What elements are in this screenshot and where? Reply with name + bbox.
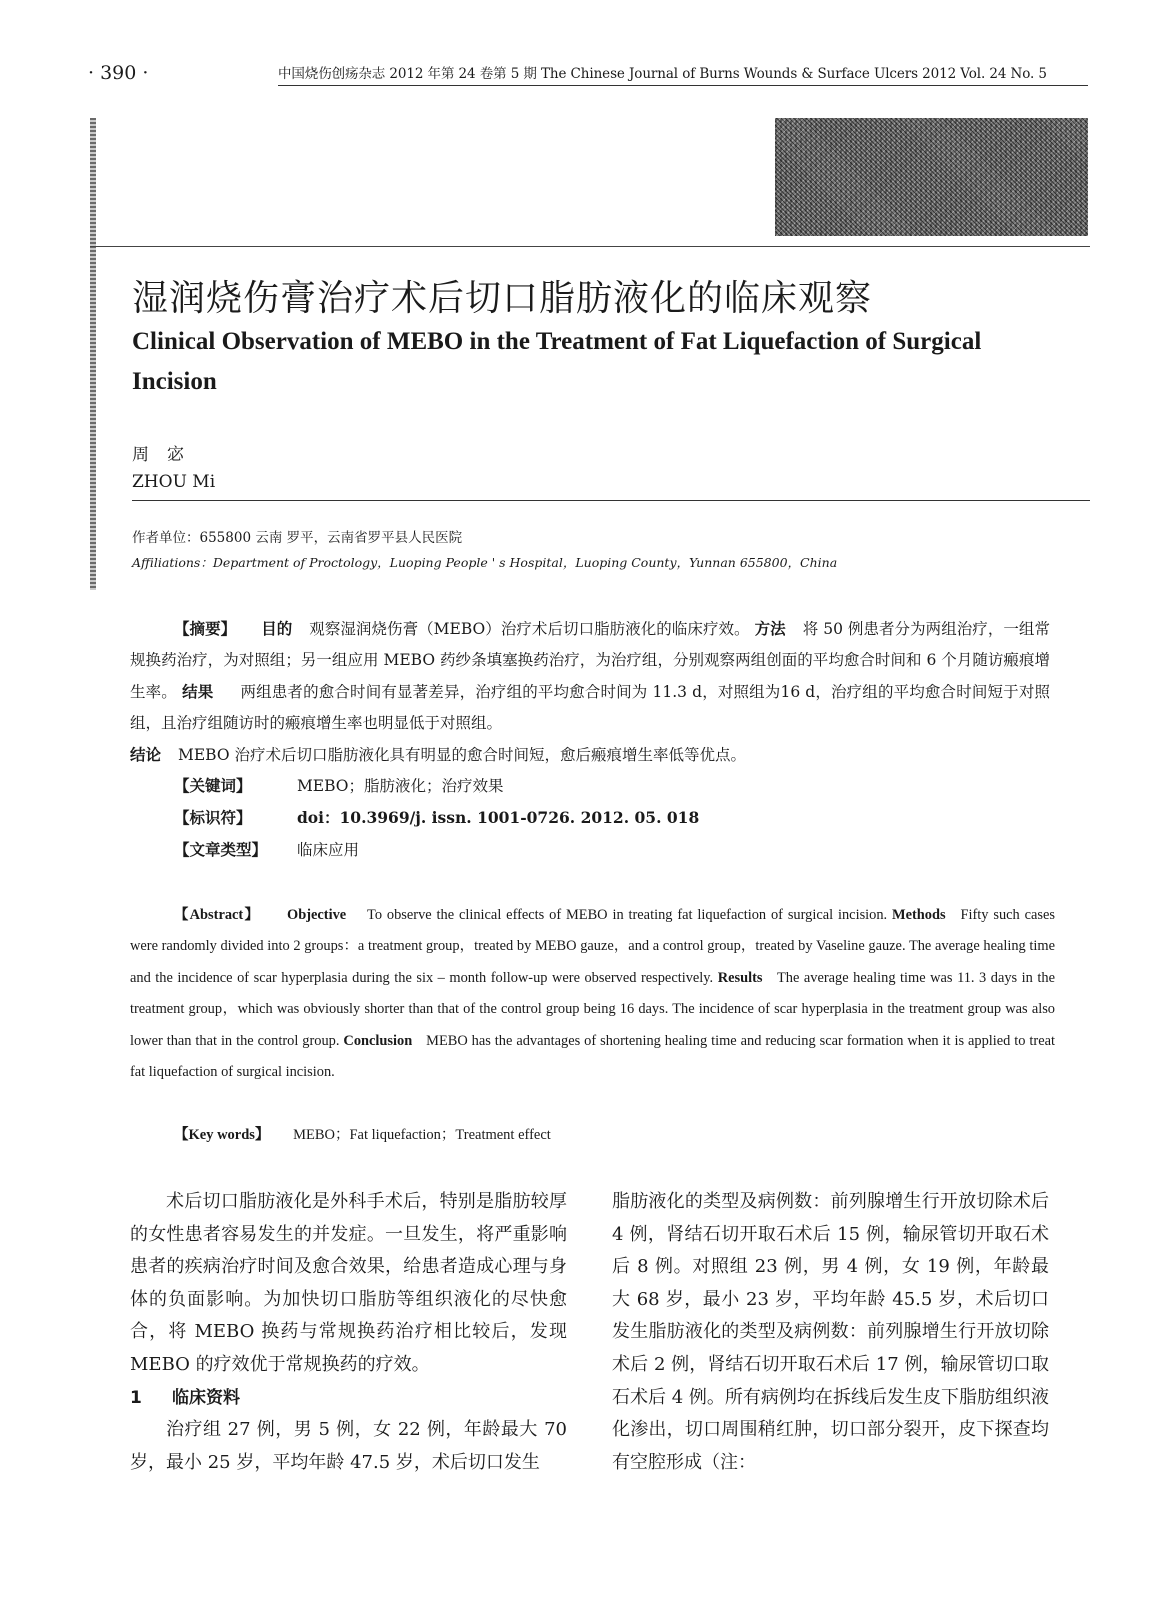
section-number: 1 — [130, 1387, 142, 1408]
objective-en-text: To observe the clinical effects of MEBO in treating fat liquefaction of surgical incision. — [367, 907, 888, 923]
author-english: ZHOU Mi — [132, 472, 216, 492]
conclusion-en-text: MEBO has the advantages of shortening healing time and reducing scar formation when it is applied to treat fat liquefaction of surgical incision. — [130, 1032, 1055, 1081]
running-header: 中国烧伤创疡杂志 2012 年第 24 卷第 5 期 The Chinese Journal of Burns Wounds & Surface Ulcers 2012 Vol. 24 No. 5 — [278, 66, 1047, 82]
keywords-cn-label: 【关键词】 — [174, 776, 252, 795]
objective-text: 观察湿润烧伤膏（MEBO）治疗术后切口脂肪液化的临床疗效。 — [309, 620, 750, 638]
body-column-left — [130, 1186, 567, 1479]
results-en-text: The average healing time was 11. 3 days in the treatment group，which was obviously shorter than that of the control group being 16 days. The incidence of scar hyperplasia in the treatment group was also lower than that in the control group. — [130, 969, 1055, 1049]
author-rule — [132, 500, 1090, 501]
abstract-english — [130, 900, 1055, 1088]
doi-value: doi：10.3969/j. issn. 1001-0726. 2012. 05. 018 — [296, 808, 700, 827]
body-column-right — [612, 1186, 1049, 1479]
results-en-label: Results — [717, 969, 763, 986]
article-type-row — [174, 838, 359, 860]
results-text: 两组患者的愈合时间有显著差异，治疗组的平均愈合时间为 11.3 d，对照组为16 d，治疗组的平均愈合时间短于对照组，且治疗组随访时的瘢痕增生率也明显低于对照组。 — [130, 683, 1050, 732]
affiliation-english: Affiliations：Department of Proctology，Luoping People ' s Hospital，Luoping County，Yunnan 655800，China — [132, 555, 838, 570]
conclusion-en-label: Conclusion — [343, 1032, 413, 1049]
methods-label: 方法 — [754, 619, 786, 638]
right-column-paragraph: 脂肪液化的类型及病例数：前列腺增生行开放切除术后 4 例，肾结石切开取石术后 15 例，输尿管切开取石术后 8 例。对照组 23 例，男 4 例，女 19 例，年龄最大 68 岁，最小 23 岁，平均年龄 45.5 岁，术后切口发生脂肪液化的类型及病例数：前列腺增生行开放切除术后 2 例，肾结石切开取石术后 17 例，输尿管切口取石术后 4 例。所有病例均在拆线后发生皮下脂肪组织液化渗出，切口周围稍红肿，切口部分裂开，皮下探查均有空腔形成（注： — [612, 1191, 1049, 1473]
methods-en-label: Methods — [892, 907, 946, 923]
results-label: 结果 — [182, 682, 214, 701]
doi-label: 【标识符】 — [174, 808, 252, 827]
keywords-en-row — [174, 1123, 551, 1144]
conclusion-label: 结论 — [130, 745, 162, 764]
keywords-cn-row — [174, 774, 504, 796]
methods-en-text: Fifty such cases were randomly divided into 2 groups：a treatment group，treated by MEBO gauze，and a control group，treated by Vaseline gauze. The average healing time and the incidence of scar hyperplasia during the six – month follow-up were observed respectively. — [130, 907, 1055, 986]
article-type-value: 临床应用 — [296, 841, 359, 859]
title-top-rule — [90, 246, 1090, 247]
page-number: · 390 · — [88, 62, 149, 84]
article-type-label: 【文章类型】 — [174, 840, 268, 859]
header-rule — [278, 85, 1088, 86]
abstract-cn-label: 【摘要】 — [174, 619, 237, 638]
intro-paragraph: 术后切口脂肪液化是外科手术后，特别是脂肪较厚的女性患者容易发生的并发症。一旦发生，将严重影响患者的疾病治疗时间及愈合效果，给患者造成心理与身体的负面影响。为加快切口脂肪等组织液化的尽快愈合，将 MEBO 换药与常规换药治疗相比较后，发现 MEBO 的疗效优于常规换药的疗效。 — [130, 1191, 567, 1375]
section-title: 临床资料 — [172, 1387, 240, 1408]
section-heading — [130, 1382, 567, 1415]
scanned-pattern-block — [775, 118, 1088, 236]
abstract-chinese — [130, 613, 1050, 771]
decorative-side-bar — [90, 118, 96, 590]
section1-paragraph: 治疗组 27 例，男 5 例，女 22 例，年龄最大 70 岁，最小 25 岁，平均年龄 47.5 岁，术后切口发生 — [130, 1419, 567, 1473]
author-chinese: 周宓 — [132, 445, 202, 465]
methods-text: 将 50 例患者分为两组治疗，一组常规换药治疗，为对照组；另一组应用 MEBO 药纱条填塞换药治疗，为治疗组，分别观察两组创面的平均愈合时间和 6 个月随访瘢痕增生率。 — [130, 620, 1050, 701]
keywords-en-label: 【Key words】 — [174, 1127, 270, 1143]
keywords-cn-value: MEBO；脂肪液化；治疗效果 — [296, 777, 504, 795]
objective-label: 目的 — [261, 619, 293, 638]
title-english: Clinical Observation of MEBO in the Treatment of Fat Liquefaction of Surgical Incision — [132, 328, 982, 395]
abstract-en-label: 【Abstract】 — [174, 907, 261, 923]
doi-row — [174, 806, 699, 828]
objective-en-label: Objective — [287, 907, 347, 923]
title-chinese: 湿润烧伤膏治疗术后切口脂肪液化的临床观察 — [132, 278, 873, 319]
affiliation-chinese: 作者单位：655800 云南 罗平，云南省罗平县人民医院 — [132, 530, 463, 546]
keywords-en-value: MEBO；Fat liquefaction；Treatment effect — [293, 1127, 551, 1143]
conclusion-text: MEBO 治疗术后切口脂肪液化具有明显的愈合时间短，愈后瘢痕增生率低等优点。 — [177, 746, 746, 764]
